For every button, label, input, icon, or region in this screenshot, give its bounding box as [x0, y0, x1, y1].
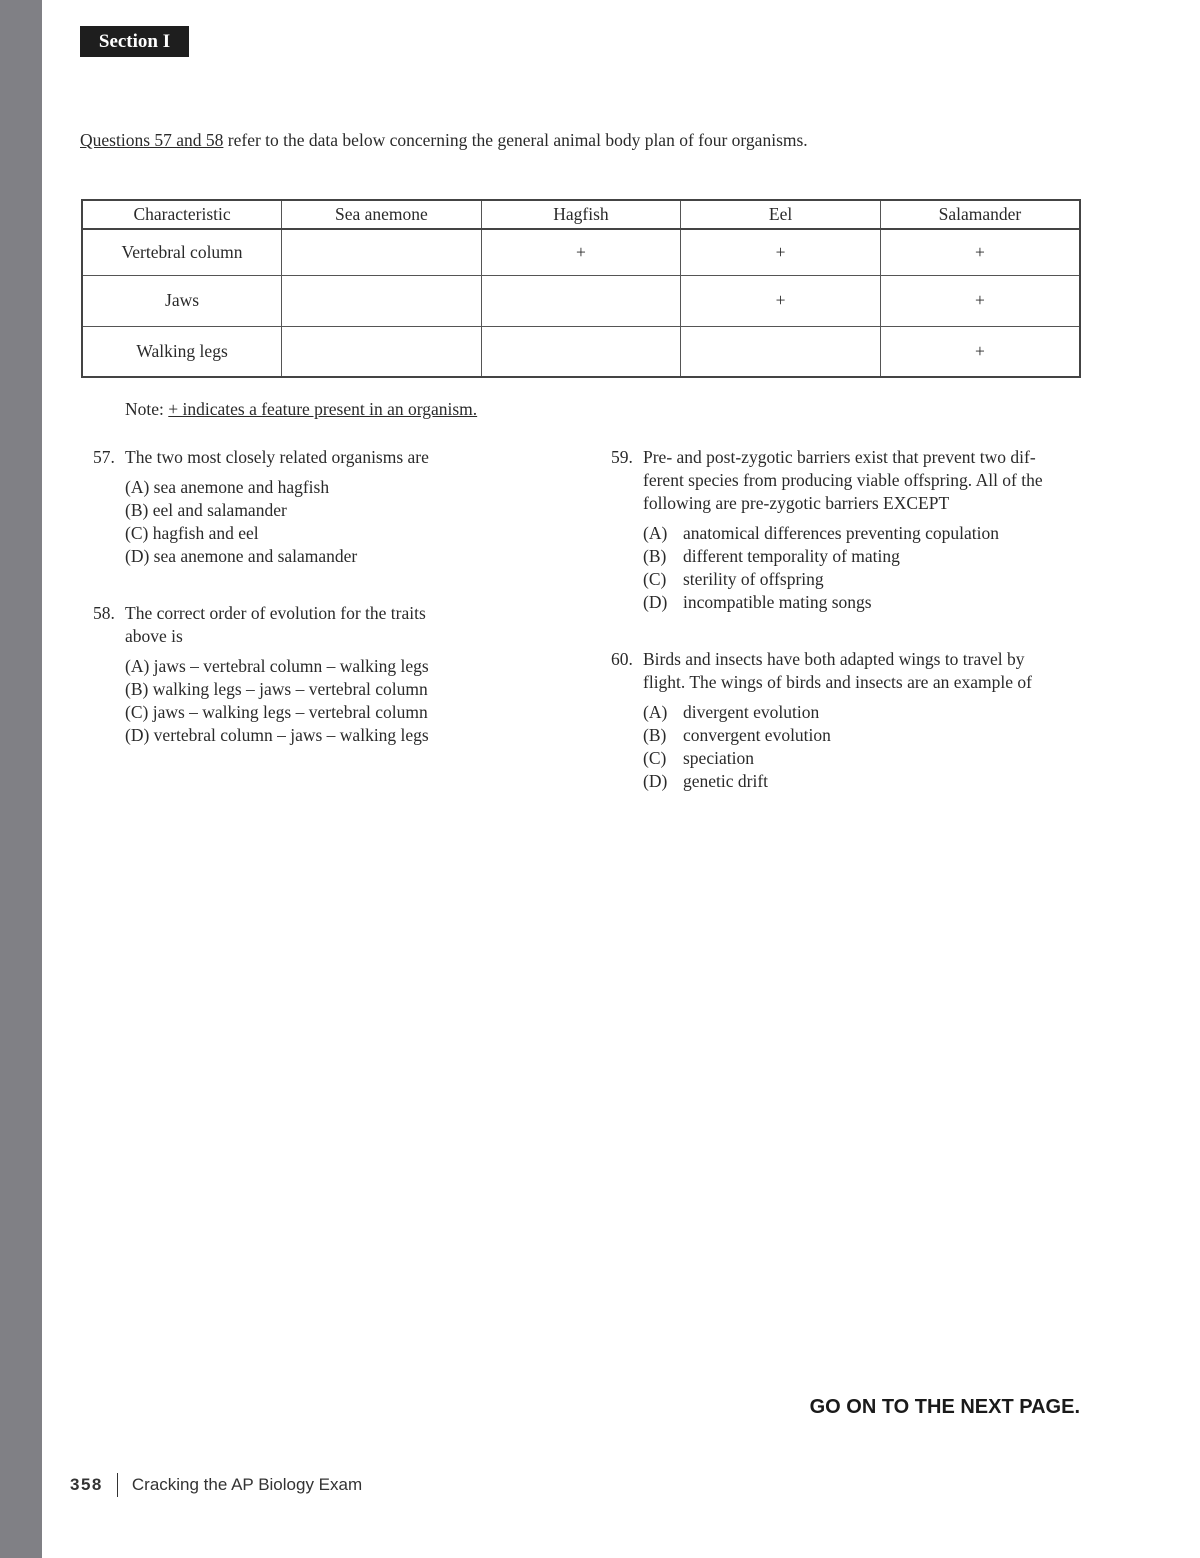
question-60 — [611, 648, 1091, 793]
table-header-row — [82, 200, 1080, 229]
note-label: Note: — [125, 399, 169, 419]
answer-choice-b: (B) convergent evolution — [643, 725, 831, 745]
table-cell: + — [481, 229, 681, 275]
answer-choices — [643, 701, 1091, 793]
answer-choices — [125, 655, 493, 747]
page-footer — [70, 1472, 362, 1498]
answer-choice-b: (B) walking legs – jaws – vertebral column — [125, 679, 428, 699]
table-cell: + — [681, 275, 881, 326]
question-stem: Birds and insects have both adapted wings to travel by flight. The wings of birds and insects are an example of — [643, 649, 1032, 692]
question-58 — [93, 602, 493, 747]
answer-choice-a: (A) jaws – vertebral column – walking legs — [125, 656, 429, 676]
section-tab: Section I — [80, 26, 189, 57]
footer-divider — [117, 1473, 118, 1497]
note-text: + indicates a feature present in an organism. — [168, 399, 478, 419]
answer-choice-a: (A) sea anemone and hagfish — [125, 477, 330, 497]
intro-body: refer to the data below concerning the general animal body plan of four organisms. — [223, 130, 808, 150]
table-cell — [481, 275, 681, 326]
table-row — [82, 326, 1080, 377]
table-cell: + — [880, 229, 1080, 275]
table-cell — [481, 326, 681, 377]
answer-choice-d: (D) genetic drift — [643, 771, 769, 791]
question-57 — [93, 446, 493, 568]
answer-choice-a: (A) anatomical differences preventing copulation — [643, 523, 1000, 543]
question-number: 59. — [611, 447, 633, 467]
intro-question-ref: Questions 57 and 58 — [80, 130, 224, 150]
table-note — [125, 399, 477, 420]
question-stem: The two most closely related organisms are — [125, 447, 429, 467]
answer-choice-c: (C) jaws – walking legs – vertebral column — [125, 702, 428, 722]
question-59 — [611, 446, 1091, 614]
table-cell: + — [880, 275, 1080, 326]
question-number: 57. — [93, 447, 115, 467]
table-cell — [681, 326, 881, 377]
header-hagfish: Hagfish — [481, 200, 681, 229]
answer-choice-b: (B) different temporality of mating — [643, 546, 900, 566]
header-eel: Eel — [681, 200, 881, 229]
intro-text — [80, 130, 808, 151]
question-stem: Pre- and post-zygotic barriers exist that prevent two dif- ferent species from producing viable offspring. All of the following are pre-zygotic barriers EXCEPT — [643, 447, 1043, 513]
header-salamander: Salamander — [880, 200, 1080, 229]
answer-choice-d: (D) vertebral column – jaws – walking legs — [125, 725, 429, 745]
answer-choices — [643, 522, 1091, 614]
answer-choice-c: (C) sterility of offspring — [643, 569, 824, 589]
page-number: 358 — [70, 1475, 103, 1494]
answer-choice-b: (B) eel and salamander — [125, 500, 287, 520]
question-number: 60. — [611, 649, 633, 669]
table-cell: Walking legs — [82, 326, 282, 377]
answer-choice-d: (D) sea anemone and salamander — [125, 546, 358, 566]
answer-choices — [125, 476, 493, 568]
header-characteristic: Characteristic — [82, 200, 282, 229]
answer-choice-a: (A) divergent evolution — [643, 702, 820, 722]
table-cell — [282, 229, 482, 275]
go-on-notice: GO ON TO THE NEXT PAGE. — [809, 1396, 1080, 1418]
side-margin-bar — [0, 0, 42, 1558]
table-cell: Vertebral column — [82, 229, 282, 275]
table-cell: Jaws — [82, 275, 282, 326]
table-row — [82, 229, 1080, 275]
question-number: 58. — [93, 603, 115, 623]
table-cell: + — [880, 326, 1080, 377]
table-cell: + — [681, 229, 881, 275]
header-sea-anemone: Sea anemone — [282, 200, 482, 229]
answer-choice-c: (C) speciation — [643, 748, 754, 768]
table-cell — [282, 275, 482, 326]
book-title: Cracking the AP Biology Exam — [131, 1475, 363, 1494]
table-cell — [282, 326, 482, 377]
table-row — [82, 275, 1080, 326]
answer-choice-d: (D) incompatible mating songs — [643, 592, 872, 612]
answer-choice-c: (C) hagfish and eel — [125, 523, 259, 543]
body-plan-table — [81, 199, 1081, 378]
question-stem: The correct order of evolution for the traits above is — [125, 603, 426, 646]
